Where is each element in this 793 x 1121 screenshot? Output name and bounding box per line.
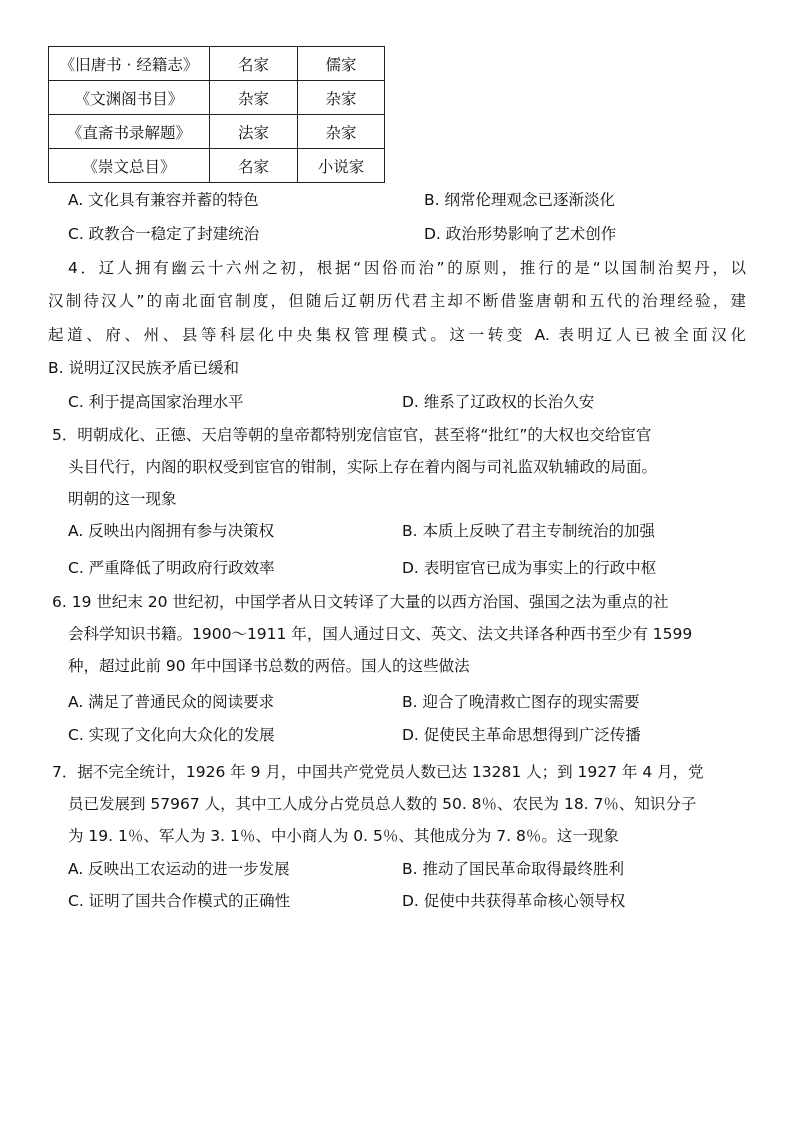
- q6-option-b: B. 迎合了晚清救亡图存的现实需要: [402, 693, 640, 711]
- q4-stem-line-1: 4．辽人拥有幽云十六州之初，根据“因俗而治”的原则，推行的是“以国制治契丹，以: [68, 259, 746, 277]
- table-cell: 名家: [210, 149, 298, 183]
- q7-stem-line-1: 7．据不完全统计，1926 年 9 月，中国共产党党员人数已达 13281 人；到 1927 年 4 月，党: [52, 763, 704, 781]
- table-cell: 小说家: [298, 149, 385, 183]
- q6-stem-line-2: 会科学知识书籍。1900～1911 年，国人通过日文、英文、法文共译各种西书至少有 1599: [68, 625, 693, 643]
- q5-option-b: B. 本质上反映了君主专制统治的加强: [402, 522, 655, 540]
- q5-stem-line-1: 5．明朝成化、正德、天启等朝的皇帝都特别宠信宦官，甚至将“批红”的大权也交给宦官: [52, 426, 652, 444]
- q6-option-c: C. 实现了文化向大众化的发展: [68, 726, 275, 744]
- q6-stem-line-3: 种，超过此前 90 年中国译书总数的两倍。国人的这些做法: [68, 657, 470, 675]
- q3-option-c: C. 政教合一稳定了封建统治: [68, 225, 260, 243]
- q3-option-a: A. 文化具有兼容并蓄的特色: [68, 191, 259, 209]
- table-cell: 《文渊阁书目》: [49, 81, 210, 115]
- table-row: [49, 149, 385, 183]
- q5-option-d: D. 表明宦官已成为事实上的行政中枢: [402, 559, 657, 577]
- q7-option-b: B. 推动了国民革命取得最终胜利: [402, 860, 624, 878]
- q7-option-d: D. 促使中共获得革命核心领导权: [402, 892, 626, 910]
- q7-option-c: C. 证明了国共合作模式的正确性: [68, 892, 291, 910]
- q4-option-c: C. 利于提高国家治理水平: [68, 393, 244, 411]
- q7-stem-line-3: 为 19. 1％、军人为 3. 1％、中小商人为 0. 5％、其他成分为 7. 8％。这一现象: [68, 827, 619, 845]
- q6-stem-line-1: 6. 19 世纪末 20 世纪初，中国学者从日文转译了大量的以西方治国、强国之法为重点的社: [52, 593, 669, 611]
- q4-option-d: D. 维系了辽政权的长治久安: [402, 393, 595, 411]
- table-row: [49, 81, 385, 115]
- q5-option-c: C. 严重降低了明政府行政效率: [68, 559, 275, 577]
- q6-option-d: D. 促使民主革命思想得到广泛传播: [402, 726, 641, 744]
- table-row: [49, 47, 385, 81]
- q4-stem-line-4: B. 说明辽汉民族矛盾已缓和: [48, 359, 239, 377]
- table-cell: 《直斋书录解题》: [49, 115, 210, 149]
- table-cell: 名家: [210, 47, 298, 81]
- table-cell: 杂家: [298, 115, 385, 149]
- q3-option-b: B. 纲常伦理观念已逐渐淡化: [424, 191, 615, 209]
- table-cell: 杂家: [210, 81, 298, 115]
- q5-stem-line-3: 明朝的这一现象: [68, 490, 177, 508]
- q4-stem-line-3: 起道、府、州、县等科层化中央集权管理模式。这一转变 A. 表明辽人已被全面汉化: [48, 326, 746, 344]
- q3-option-d: D. 政治形势影响了艺术创作: [424, 225, 617, 243]
- table-cell: 《崇文总目》: [49, 149, 210, 183]
- q5-stem-line-2: 头目代行，内阁的职权受到宦官的钳制，实际上存在着内阁与司礼监双轨辅政的局面。: [68, 458, 658, 476]
- table-cell: 法家: [210, 115, 298, 149]
- table-row: [49, 115, 385, 149]
- q5-option-a: A. 反映出内阁拥有参与决策权: [68, 522, 275, 540]
- table-cell: 杂家: [298, 81, 385, 115]
- q7-stem-line-2: 员已发展到 57967 人，其中工人成分占党员总人数的 50. 8％、农民为 18. 7％、知识分子: [68, 795, 697, 813]
- table-cell: 儒家: [298, 47, 385, 81]
- classification-table: [48, 46, 385, 183]
- q7-option-a: A. 反映出工农运动的进一步发展: [68, 860, 290, 878]
- table-cell: 《旧唐书 · 经籍志》: [49, 47, 210, 81]
- q6-option-a: A. 满足了普通民众的阅读要求: [68, 693, 275, 711]
- q4-stem-line-2: 汉制待汉人”的南北面官制度，但随后辽朝历代君主却不断借鉴唐朝和五代的治理经验，建: [48, 292, 746, 310]
